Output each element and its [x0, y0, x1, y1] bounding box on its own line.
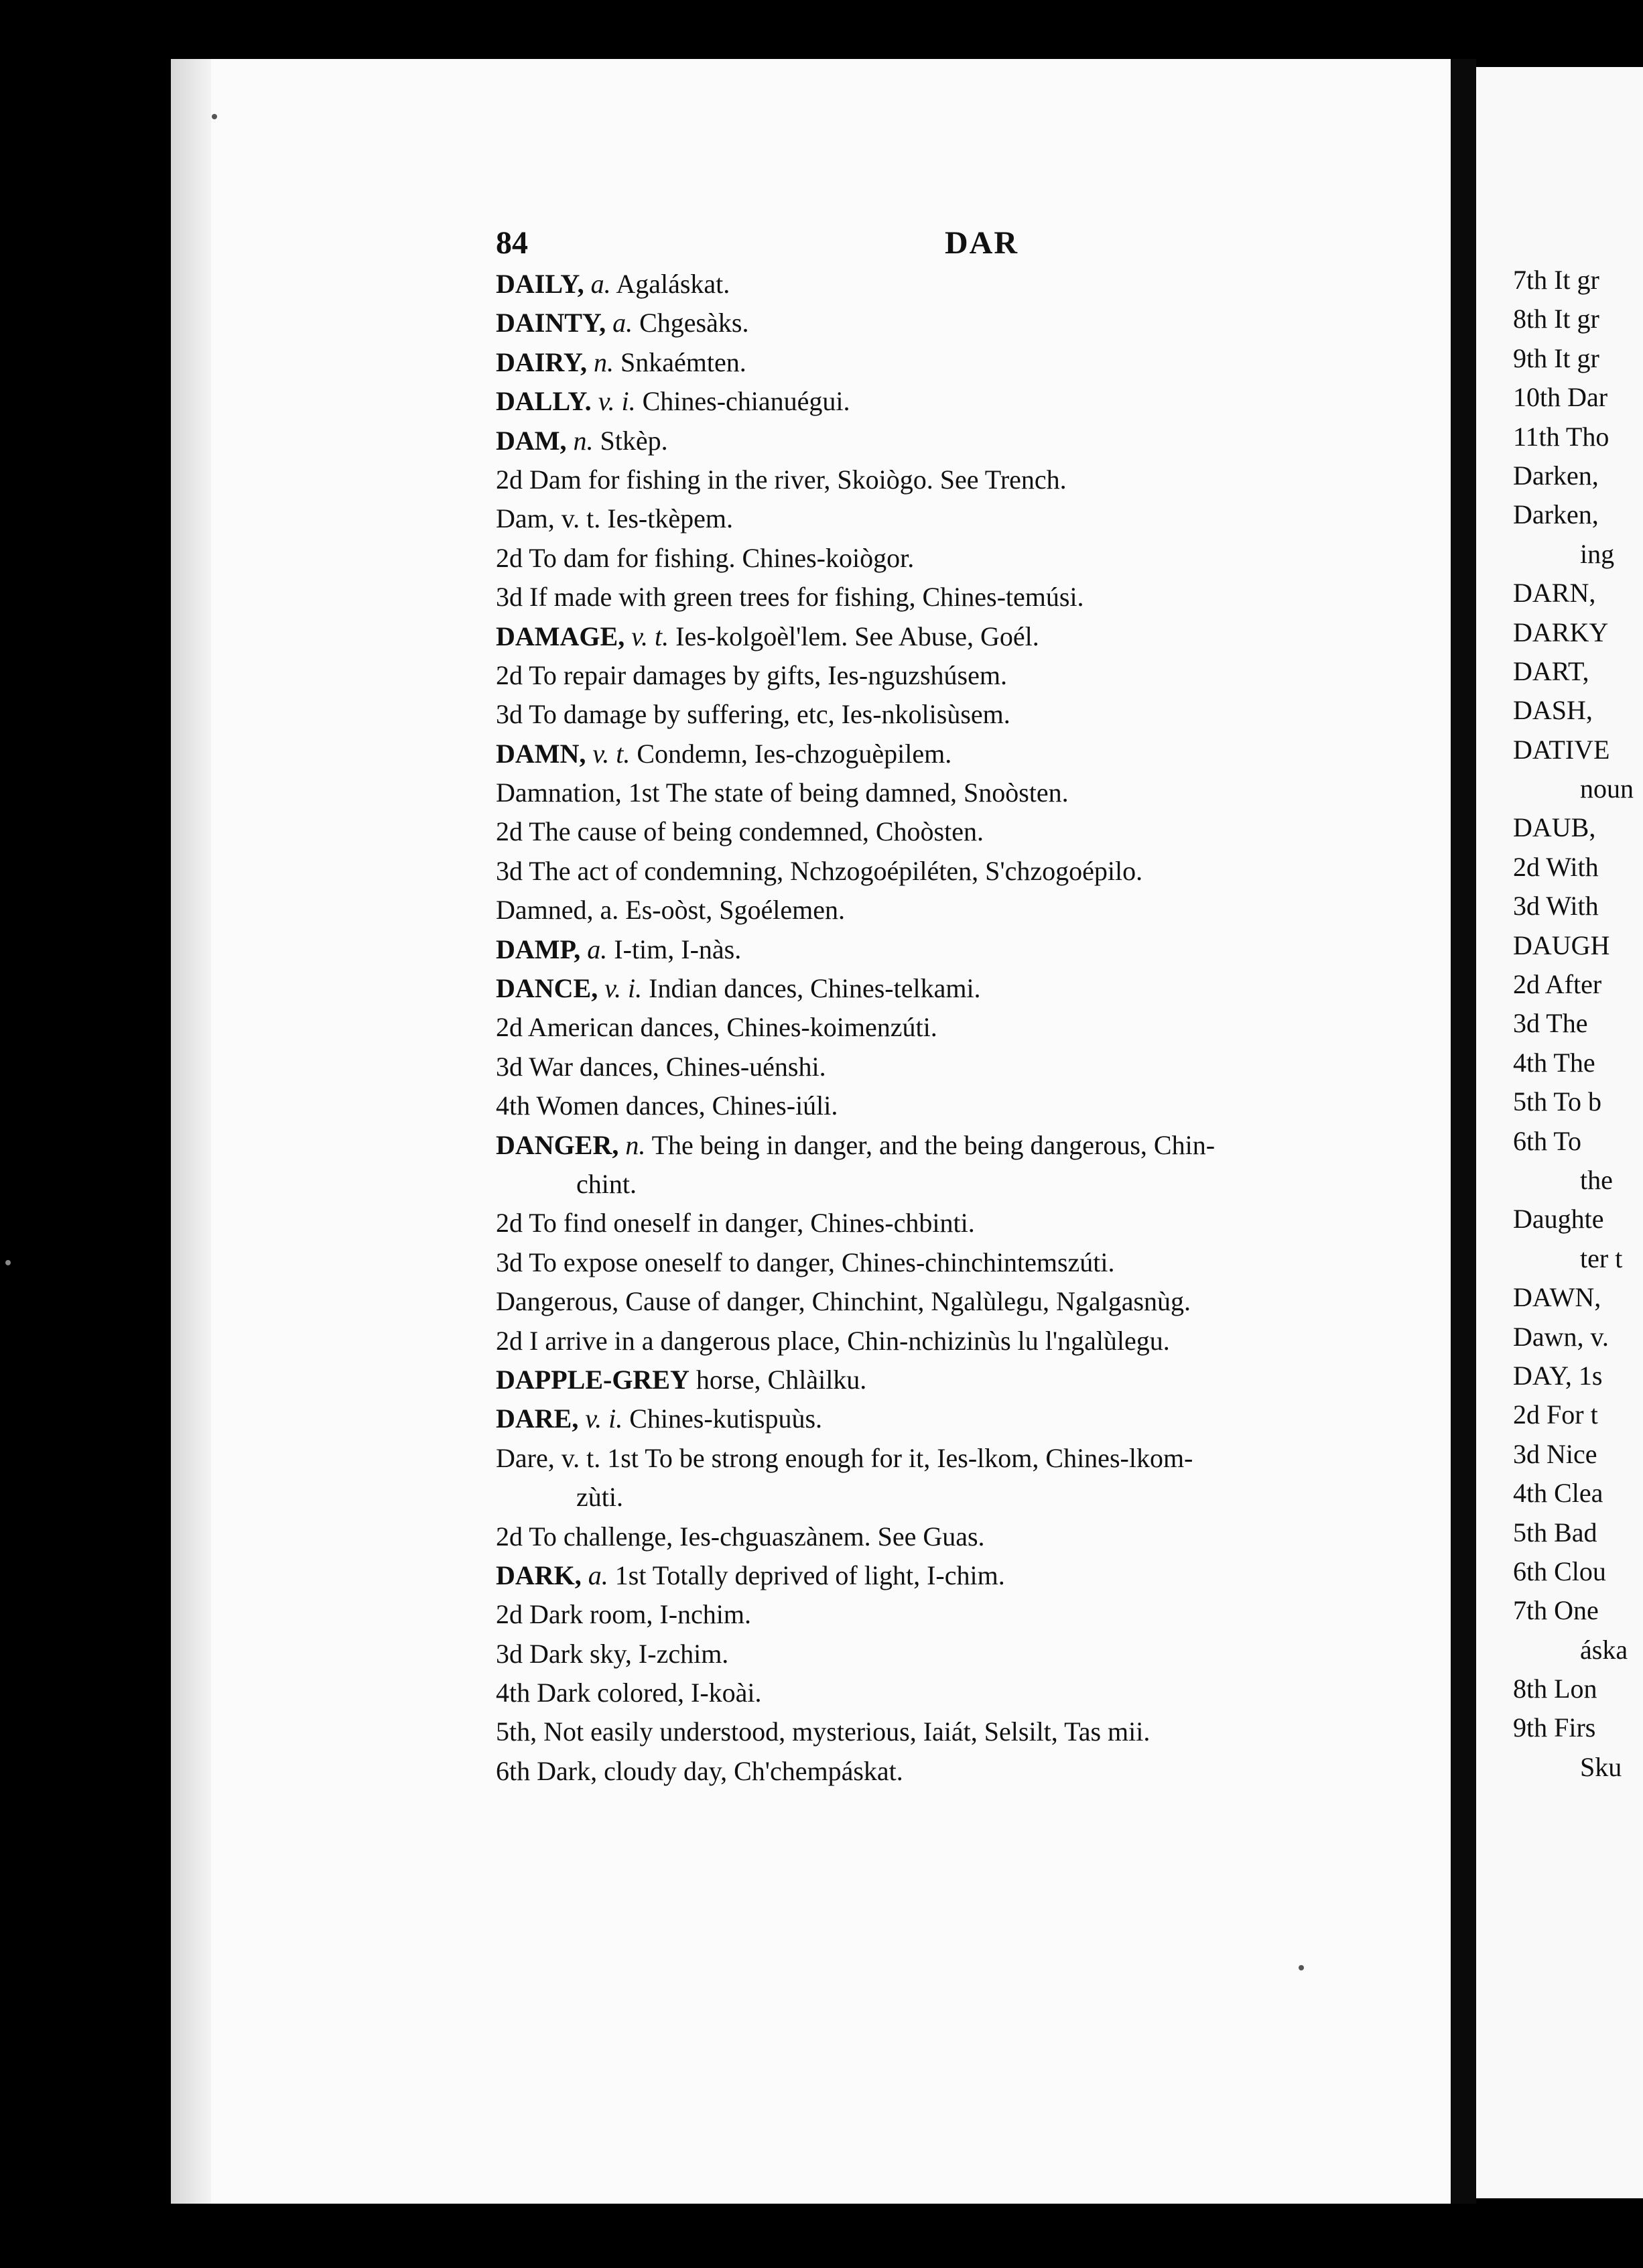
book-gutter: [1451, 59, 1476, 2204]
entry-text: 4th Dark colored, I-koài.: [496, 1678, 762, 1708]
entry-headword: DAILY,: [496, 269, 584, 299]
right-entry-fragment: Sku: [1580, 1751, 1622, 1782]
entry-headword: DANCE,: [496, 973, 598, 1004]
scan-speck: [5, 1260, 11, 1265]
entry-line: [496, 773, 1447, 812]
entry-text: 3d War dances, Chines-uénshi.: [496, 1051, 826, 1082]
entry-line: [496, 812, 1447, 851]
right-entry-fragment: DARN,: [1513, 578, 1596, 609]
entry-line: [496, 578, 1447, 617]
entry-line: [496, 1282, 1447, 1321]
entry-text: horse, Chlàilku.: [696, 1364, 867, 1395]
entry-line: [496, 1439, 1447, 1478]
entry-line: [496, 1399, 1447, 1438]
entry-text: 3d Dark sky, I-zchim.: [496, 1638, 729, 1669]
right-entry-fragment: 7th One: [1513, 1595, 1599, 1626]
entry-text: I-tim, I-nàs.: [607, 934, 742, 964]
entry-line: [496, 1008, 1447, 1047]
entry-text: 6th Dark, cloudy day, Ch'chempáskat.: [496, 1755, 903, 1786]
entry-text: Chgesàks.: [633, 308, 749, 338]
scan-speck: [1299, 1965, 1304, 1970]
entry-text: Indian dances, Chines-telkami.: [642, 973, 981, 1004]
entry-line: [496, 382, 1447, 421]
entry-text: 2d I arrive in a dangerous place, Chin-nchizinùs lu l'ngalùlegu.: [496, 1325, 1170, 1356]
entry-line: [496, 1517, 1447, 1556]
entry-part-of-speech: a.: [587, 934, 608, 964]
entry-text: 2d To challenge, Ies-chguaszànem. See Guas.: [496, 1521, 985, 1552]
entry-headword: DALLY.: [496, 386, 592, 417]
entry-text: 4th Women dances, Chines-iúli.: [496, 1090, 838, 1121]
page-edge-shading: [171, 59, 211, 2204]
entry-headword: DARE,: [496, 1403, 579, 1434]
entry-text: The being in danger, and the being dangerous, Chin-: [645, 1129, 1215, 1160]
entry-text: 2d Dark room, I-nchim.: [496, 1599, 752, 1630]
right-entry-fragment: DASH,: [1513, 695, 1593, 726]
entry-part-of-speech: v. i.: [585, 1403, 623, 1434]
entry-line: [496, 343, 1447, 382]
page-header: [496, 225, 1434, 265]
running-head: DAR: [945, 225, 1018, 261]
entry-part-of-speech: n.: [594, 346, 614, 377]
entry-text: Stkèp.: [593, 425, 668, 456]
entry-text: 3d The act of condemning, Nchzogoépiléten, S'chzogoépilo.: [496, 855, 1143, 886]
entry-headword: DAMP,: [496, 934, 581, 964]
right-entry-fragment: 6th Clou: [1513, 1556, 1606, 1586]
entry-line: [496, 695, 1447, 734]
entry-text: 2d American dances, Chines-koimenzúti.: [496, 1012, 937, 1043]
right-entry-fragment: ing: [1580, 538, 1615, 569]
entry-line: [496, 1361, 1447, 1399]
right-entry-fragment: DATIVE: [1513, 734, 1610, 765]
entry-line: [496, 1243, 1447, 1282]
page-number: 84: [496, 225, 528, 261]
entry-part-of-speech: a.: [588, 1560, 608, 1590]
entry-line: [496, 460, 1447, 499]
entry-text: 5th, Not easily understood, mysterious, Iaiát, Selsilt, Tas mii.: [496, 1716, 1151, 1747]
entry-line: [496, 1478, 1447, 1517]
right-entry-fragment: 6th To: [1513, 1125, 1582, 1156]
right-entry-fragment: 4th The: [1513, 1047, 1595, 1078]
entry-text: 2d Dam for fishing in the river, Skoiògo. See Trench.: [496, 464, 1067, 495]
right-entry-fragment: 3d Nice: [1513, 1438, 1597, 1469]
entry-line: [496, 852, 1447, 891]
right-entry-fragment: Darken,: [1513, 460, 1599, 491]
entry-text: 2d The cause of being condemned, Choòsten.: [496, 816, 984, 847]
right-entry-fragment: DAUGH: [1513, 930, 1610, 960]
entry-line: [496, 1752, 1447, 1791]
entry-line: [496, 735, 1447, 773]
entry-part-of-speech: v. t.: [592, 738, 631, 769]
entry-headword: DAMAGE,: [496, 621, 625, 651]
entry-line: [496, 1165, 1447, 1204]
entry-headword: DAIRY,: [496, 346, 588, 377]
right-entry-fragment: 9th It gr: [1513, 342, 1599, 373]
entry-text: zùti.: [576, 1482, 623, 1513]
entry-line: [496, 1048, 1447, 1086]
entry-text: Snkaémten.: [614, 346, 746, 377]
entry-line: [496, 1556, 1447, 1595]
entry-part-of-speech: n.: [573, 425, 594, 456]
entry-part-of-speech: v. i.: [598, 386, 636, 417]
entry-text: Agaláskat.: [610, 269, 730, 299]
entry-line: [496, 891, 1447, 930]
entry-line: [496, 1595, 1447, 1634]
right-entry-fragment: DAUB,: [1513, 812, 1596, 843]
entry-headword: DARK,: [496, 1560, 582, 1590]
entry-line: [496, 1674, 1447, 1712]
entry-text: Ies-kolgoèl'lem. See Abuse, Goél.: [669, 621, 1039, 651]
right-entry-fragment: DART,: [1513, 655, 1589, 686]
entry-text: 3d To damage by suffering, etc, Ies-nkolisùsem.: [496, 699, 1010, 730]
entry-line: [496, 1712, 1447, 1751]
entry-line: [496, 1635, 1447, 1674]
entry-text: 3d To expose oneself to danger, Chines-chinchintemszúti.: [496, 1247, 1115, 1277]
right-entry-fragment: DARKY: [1513, 617, 1609, 647]
right-entry-fragment: DAWN,: [1513, 1282, 1601, 1313]
entry-line: [496, 1086, 1447, 1125]
right-entry-fragment: 5th To b: [1513, 1086, 1602, 1117]
entry-text: 1st Totally deprived of light, I-chim.: [608, 1560, 1005, 1590]
entry-part-of-speech: a.: [612, 308, 633, 338]
right-entry-fragment: ter t: [1580, 1243, 1623, 1273]
right-entry-fragment: DAY, 1s: [1513, 1360, 1603, 1391]
entry-headword: DAPPLE-GREY: [496, 1364, 689, 1395]
entry-line: [496, 499, 1447, 538]
entry-line: [496, 1322, 1447, 1361]
right-entry-fragment: 8th It gr: [1513, 304, 1599, 334]
right-page-text: [1513, 261, 1643, 1787]
right-entry-fragment: 11th Tho: [1513, 421, 1609, 452]
entry-text: 3d If made with green trees for fishing, Chines-temúsi.: [496, 582, 1084, 613]
right-entry-fragment: 10th Dar: [1513, 382, 1608, 413]
entry-text: Chines-kutispuùs.: [622, 1403, 823, 1434]
right-page: [1476, 67, 1643, 2198]
entry-line: [496, 617, 1447, 656]
entry-line: [496, 304, 1447, 342]
entry-part-of-speech: a.: [590, 269, 611, 299]
entry-text: Dare, v. t. 1st To be strong enough for it, Ies-lkom, Chines-lkom-: [496, 1442, 1193, 1473]
right-entry-fragment: 3d The: [1513, 1008, 1588, 1039]
entry-headword: DAINTY,: [496, 308, 606, 338]
entry-text: Chines-chianuégui.: [635, 386, 850, 417]
entry-text: Condemn, Ies-chzoguèpilem.: [630, 738, 952, 769]
entry-part-of-speech: v. t.: [631, 621, 669, 651]
right-entry-fragment: áska: [1580, 1634, 1628, 1665]
right-entry-fragment: 5th Bad: [1513, 1517, 1597, 1548]
entry-line: [496, 1126, 1447, 1165]
right-entry-fragment: Daughte: [1513, 1204, 1604, 1235]
entry-headword: DAM,: [496, 425, 567, 456]
entry-part-of-speech: n.: [625, 1129, 646, 1160]
entry-text: chint.: [576, 1168, 637, 1199]
entry-line: [496, 265, 1447, 304]
entry-text: Damnation, 1st The state of being damned, Snoòsten.: [496, 777, 1069, 808]
entry-line: [496, 539, 1447, 578]
entry-text: Damned, a. Es-oòst, Sgoélemen.: [496, 895, 845, 926]
entry-line: [496, 930, 1447, 969]
entry-part-of-speech: v. i.: [604, 973, 643, 1004]
entry-headword: DAMN,: [496, 738, 586, 769]
right-entry-fragment: 4th Clea: [1513, 1478, 1603, 1509]
entry-text: Dangerous, Cause of danger, Chinchint, Ngalùlegu, Ngalgasnùg.: [496, 1286, 1191, 1317]
entry-headword: DANGER,: [496, 1129, 619, 1160]
entry-text: 2d To repair damages by gifts, Ies-nguzshúsem.: [496, 659, 1007, 690]
dictionary-entries: [496, 265, 1447, 1791]
entry-line: [496, 969, 1447, 1008]
entry-text: 2d To dam for fishing. Chines-koiògor.: [496, 542, 915, 573]
right-entry-fragment: 3d With: [1513, 891, 1599, 922]
right-entry-fragment: Darken,: [1513, 499, 1599, 530]
right-entry-fragment: 9th Firs: [1513, 1712, 1596, 1743]
entry-line: [496, 656, 1447, 695]
right-entry-fragment: noun: [1580, 773, 1634, 804]
right-entry-fragment: 7th It gr: [1513, 265, 1599, 295]
right-entry-fragment: the: [1580, 1164, 1613, 1195]
right-entry-fragment: 2d For t: [1513, 1399, 1598, 1430]
entry-line: [496, 422, 1447, 460]
right-entry-fragment: 2d After: [1513, 969, 1602, 1000]
scan-speck: [212, 114, 217, 119]
right-entry-fragment: 8th Lon: [1513, 1674, 1597, 1704]
right-entry-fragment: Dawn, v.: [1513, 1321, 1609, 1352]
entry-line: [496, 1204, 1447, 1243]
entry-text: 2d To find oneself in danger, Chines-chbinti.: [496, 1208, 975, 1239]
entry-text: Dam, v. t. Ies-tkèpem.: [496, 503, 733, 534]
right-entry-fragment: 2d With: [1513, 851, 1599, 882]
